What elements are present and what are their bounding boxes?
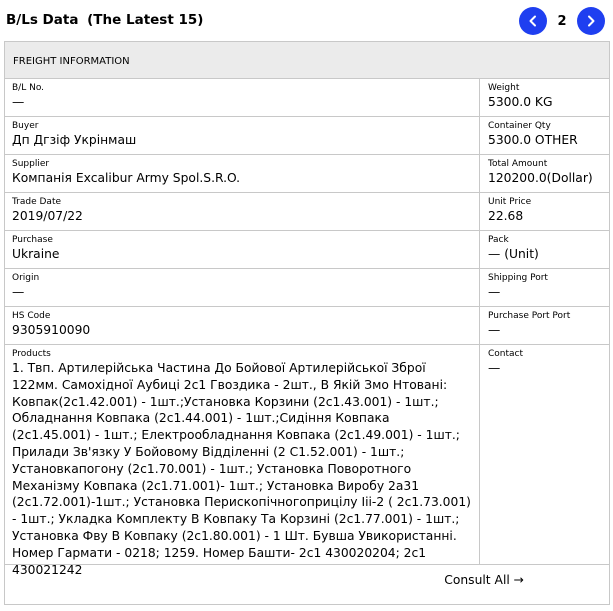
purchase-cell (5, 231, 480, 268)
prev-page-button[interactable] (519, 7, 547, 35)
title-subtitle: (The Latest 15) (87, 12, 204, 28)
contact-cell (480, 345, 609, 564)
weight-value: 5300.0 KG (488, 95, 553, 109)
container-qty-value: 5300.0 OTHER (488, 133, 578, 147)
title-text: B/Ls Data (6, 12, 79, 28)
info-row (5, 269, 609, 307)
total-amount-value: 120200.0(Dollar) (488, 171, 593, 185)
container-qty-cell (480, 117, 609, 154)
consult-all-link[interactable]: Consult All → (444, 573, 524, 587)
trade-date-value: 2019/07/22 (12, 209, 83, 223)
bl-no-value: — (12, 95, 25, 109)
buyer-label: Buyer (12, 121, 39, 131)
pack-label: Pack (488, 235, 509, 245)
origin-cell (5, 269, 480, 306)
supplier-cell (5, 155, 480, 192)
trade-date-cell (5, 193, 480, 230)
buyer-value: Дп Дгзіф Укрінмаш (12, 133, 137, 147)
supplier-value: Компанія Excalibur Army Spol.S.R.O. (12, 171, 241, 185)
origin-value: — (12, 285, 25, 299)
origin-label: Origin (12, 273, 40, 283)
unit-price-label: Unit Price (488, 197, 532, 207)
purchase-port-cell (480, 307, 609, 344)
contact-value: — (488, 361, 501, 375)
container-qty-label: Container Qty (488, 121, 551, 131)
total-amount-cell (480, 155, 609, 192)
next-page-button[interactable] (577, 7, 605, 35)
bl-no-cell (5, 79, 480, 116)
contact-label: Contact (488, 349, 524, 359)
unit-price-value: 22.68 (488, 209, 524, 223)
weight-cell (480, 79, 609, 116)
bl-no-label: B/L No. (12, 83, 45, 93)
shipping-port-label: Shipping Port (488, 273, 548, 283)
purchase-label: Purchase (12, 235, 53, 245)
products-cell (5, 345, 480, 577)
hs-code-cell (5, 307, 480, 344)
info-row (5, 345, 609, 577)
chevron-left-icon (527, 15, 539, 27)
pagination (519, 7, 605, 35)
weight-label: Weight (488, 83, 520, 93)
buyer-cell (5, 117, 480, 154)
freight-information-panel (4, 41, 610, 605)
info-row (5, 79, 609, 117)
current-page-number: 2 (557, 13, 567, 29)
hs-code-value: 9305910090 (12, 323, 91, 337)
info-row (5, 155, 609, 193)
page-title (6, 12, 203, 28)
purchase-port-label: Purchase Port Port (488, 311, 571, 321)
supplier-label: Supplier (12, 159, 50, 169)
pack-value: — (Unit) (488, 247, 539, 261)
shipping-port-value: — (488, 285, 501, 299)
info-row (5, 117, 609, 155)
info-row (5, 231, 609, 269)
info-row (5, 307, 609, 345)
chevron-right-icon (585, 15, 597, 27)
products-label: Products (12, 349, 51, 359)
purchase-value: Ukraine (12, 247, 60, 261)
total-amount-label: Total Amount (488, 159, 548, 169)
trade-date-label: Trade Date (12, 197, 62, 207)
unit-price-cell (480, 193, 609, 230)
shipping-port-cell (480, 269, 609, 306)
header-bar (0, 0, 613, 42)
products-value: 1. Твп. Артилерійська Частина До Бойової Артилерійської Зброї 122мм. Самохідної Аубиці 2с1 Гвоздика - 2шт., В Якій Змо Нтовані: Ковпак(2с1.42.001) - 1шт.;Установка Корзини (2с1.43.001) - 1шт.; Обладнання Ковпака (2с1.44.001) - 1шт.;Сидіння Ковпака (2с1.45.001) - 1шт.; Електрообладнання Ковпака (2с1.49.001) - 1шт.; Прилади Зв'язку У Бойовому Відділенні (2 С1.52.001) - 1шт.; Установкапогону (2с1.70.001) - 1шт.; Установка Поворотного Механізму Ковпака (2с1.71.001)- 1шт.; Установка Виробу 2а31 (2с1.72.001)-1шт.; Установка Перископічногоприцілу Ііі-2 ( 2с1.73.001) - 1шт.; Укладка Комплекту В Ковпаку Та Корзині (2с1.77.001) - 1шт.; Установка Фву В Ковпаку (2с1.80.001) - 1 Шт. Бувша Увикористанні. Номер Гармати - 0218; 1259. Номер Башти- 2с1 430020204; 2с1 430021242 (12, 361, 471, 577)
hs-code-label: HS Code (12, 311, 51, 321)
panel-footer (5, 565, 609, 596)
pack-cell (480, 231, 609, 268)
info-row (5, 193, 609, 231)
section-title: FREIGHT INFORMATION (5, 42, 609, 79)
purchase-port-value: — (488, 323, 501, 337)
